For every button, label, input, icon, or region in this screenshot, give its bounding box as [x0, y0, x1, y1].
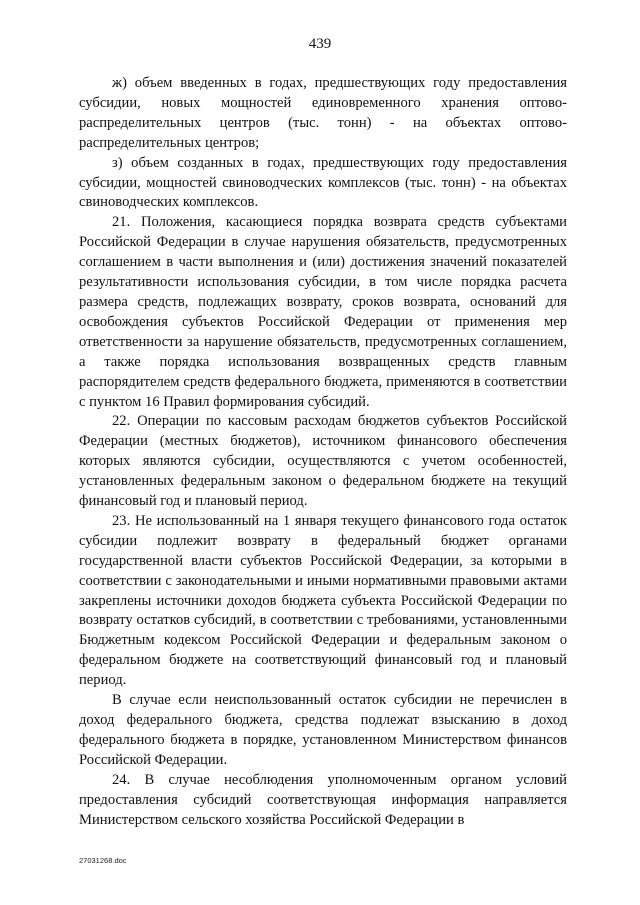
paragraph-21: 21. Положения, касающиеся порядка возврата средств субъектами Российской Федерации в случае нарушения обязательств, предусмотренных соглашением в части выполнения и (или) достижения значений показателей результативности использования субсидии, в том числе порядка расчета размера средств, подлежащих возврату, сроков возврата, оснований для освобождения субъектов Российской Федерации от применения мер ответственности за нарушение обязательств, предусмотренных соглашением, а также порядка использования возвращенных средств главным распорядителем средств федерального бюджета, применяются в соответствии с пунктом 16 Правил формирования субсидий. [79, 214, 567, 410]
page-number: 439 [308, 36, 332, 52]
paragraph-z: з) объем созданных в годах, предшествующих году предоставления субсидии, мощностей свиноводческих комплексов (тыс. тонн) - на объектах свиноводческих комплексов. [79, 154, 567, 211]
paragraph-22: 22. Операции по кассовым расходам бюджетов субъектов Российской Федерации (местных бюджетов), источником финансового обеспечения которых являются субсидии, осуществляются с учетом особенностей, установленных федеральным законом о федеральном бюджете на текущий финансовый год и плановый период. [79, 413, 567, 510]
paragraph-23: 23. Не использованный на 1 января текущего финансового года остаток субсидии подлежит возврату в федеральный бюджет органами государственной власти субъектов Российской Федерации, за которыми в соответствии с законодательными и иными нормативными правовыми актами закреплены источники доходов бюджета субъекта Российской Федерации по возврату остатков субсидий, в соответствии с требованиями, установленными Бюджетным кодексом Российской Федерации и федеральным законом о федеральном бюджете на соответствующий финансовый год и плановый период. [79, 512, 567, 689]
paragraph-23-continuation: В случае если неиспользованный остаток субсидии не перечислен в доход федерального бюджета, средства подлежат взысканию в доход федерального бюджета в порядке, установленном Министерством финансов Российской Федерации. [79, 692, 567, 768]
document-body [79, 74, 567, 830]
paragraph-24: 24. В случае несоблюдения уполномоченным органом условий предоставления субсидий соответствующая информация направляется Министерством сельского хозяйства Российской Федерации в [79, 771, 567, 828]
file-name-footer: 27031268.doc [79, 856, 127, 865]
paragraph-zh: ж) объем введенных в годах, предшествующих году предоставления субсидии, новых мощностей единовременного хранения оптово-распределительных центров (тыс. тонн) - на объектах оптово-распределительных центров; [79, 75, 567, 151]
